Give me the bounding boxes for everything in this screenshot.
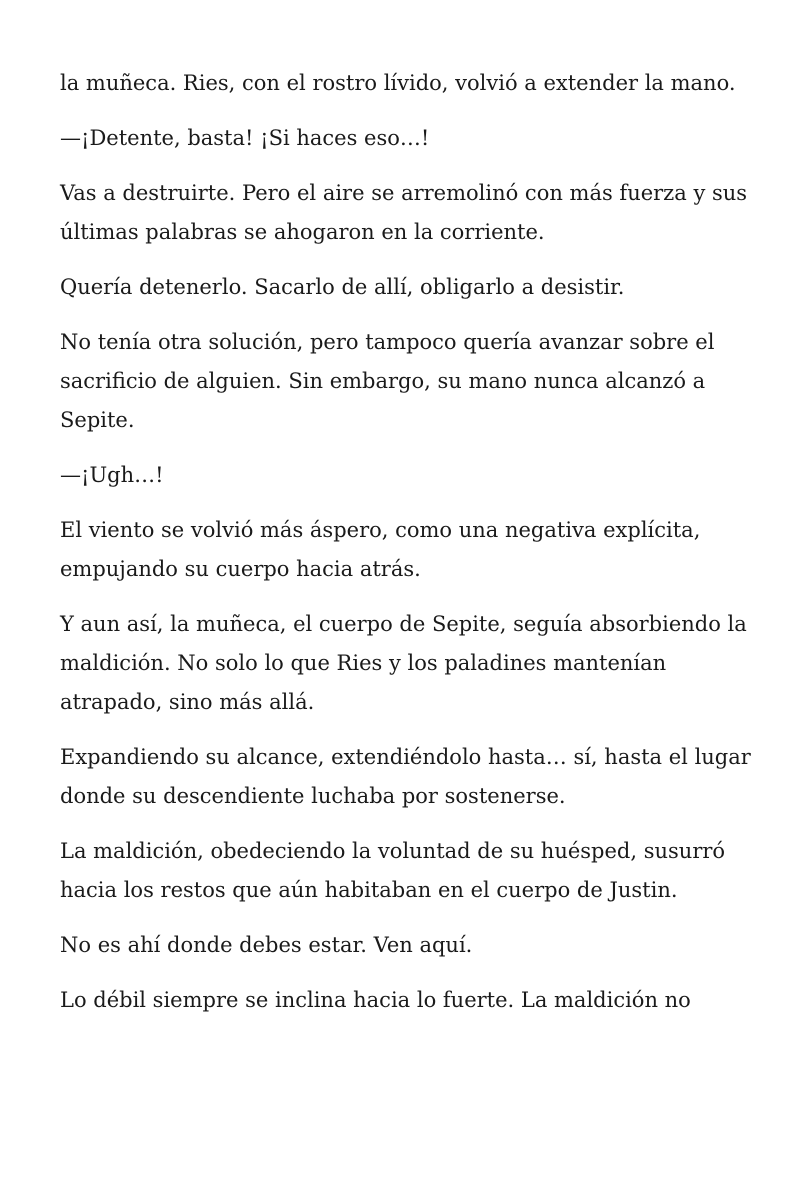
paragraph: Y aun así, la muñeca, el cuerpo de Sepite, seguía absorbiendo la maldición. No solo lo que Ries y los paladines mantenían atrapado, sino más allá. — [60, 612, 747, 714]
paragraph: Expandiendo su alcance, extendiéndolo hasta… sí, hasta el lugar donde su descendiente luchaba por sostenerse. — [60, 745, 751, 808]
paragraph: Lo débil siempre se inclina hacia lo fuerte. La maldición no — [60, 988, 691, 1012]
dialogue-line: —¡Ugh…! — [60, 463, 164, 487]
paragraph: Quería detenerlo. Sacarlo de allí, obligarlo a desistir. — [60, 275, 625, 299]
paragraph: No es ahí donde debes estar. Ven aquí. — [60, 933, 473, 957]
paragraph: No tenía otra solución, pero tampoco quería avanzar sobre el sacrificio de alguien. Sin embargo, su mano nunca alcanzó a Sepite. — [60, 330, 715, 432]
paragraph: la muñeca. Ries, con el rostro lívido, volvió a extender la mano. — [60, 71, 736, 95]
paragraph: La maldición, obedeciendo la voluntad de su huésped, susurró hacia los restos que aún habitaban en el cuerpo de Justin. — [60, 839, 726, 902]
dialogue-line: —¡Detente, basta! ¡Si haces eso…! — [60, 126, 430, 150]
paragraph: Vas a destruirte. Pero el aire se arremolinó con más fuerza y sus últimas palabras se ahogaron en la corriente. — [60, 181, 748, 244]
book-page — [60, 64, 760, 1036]
paragraph: El viento se volvió más áspero, como una negativa explícita, empujando su cuerpo hacia atrás. — [60, 518, 701, 581]
